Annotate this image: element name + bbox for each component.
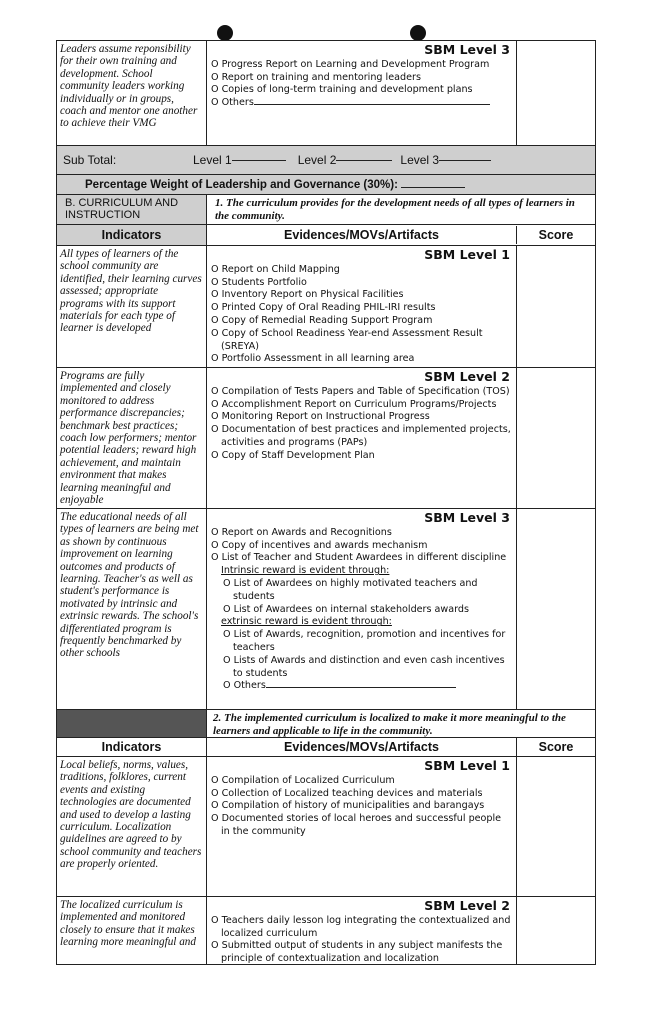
evidence-item: O Printed Copy of Oral Reading PHIL-IRI results — [211, 302, 436, 314]
evidence-cell — [207, 509, 517, 709]
section-b-row — [57, 195, 595, 225]
intrinsic-heading: Intrinsic reward is evident through: — [221, 565, 390, 577]
indicator-cell: Programs are fully implemented and closely monitored to address performance discrepancies; benchmark best practices; coach low performers; mentor potential leaders; reward high achievement, and maintain environment that makes learning meaningful and enjoyable — [57, 368, 207, 508]
evidence-item: O Copies of long-term training and development plans — [211, 84, 473, 96]
others-blank — [254, 104, 490, 105]
table-row — [57, 509, 595, 710]
level-label: SBM Level 2 — [424, 369, 510, 384]
evidence-item: O Copy of Remedial Reading Support Program — [211, 314, 433, 326]
score-cell — [517, 509, 595, 709]
subtotal-level3: Level 3 — [400, 153, 440, 167]
principle-2-shade — [57, 710, 207, 737]
evidence-item: O Copy of School Readiness Year-end Assessment Result (SREYA) — [211, 327, 483, 352]
header-row — [57, 225, 595, 246]
table-row — [57, 757, 595, 897]
evidence-item: O Monitoring Report on Instructional Progress — [211, 411, 430, 423]
indicator-cell: Local beliefs, norms, values, traditions, folklores, current events and existing technologies are documented and used to develop a lasting curriculum. Localization guidelines are agreed to by school community and teachers are properly oriented. — [57, 757, 207, 896]
evidence-item: O Report on training and mentoring leaders — [211, 71, 421, 83]
level-label: SBM Level 1 — [424, 247, 510, 262]
score-header: Score — [538, 228, 574, 242]
evidence-item: O List of Teacher and Student Awardees in different discipline — [211, 552, 507, 564]
score-cell — [517, 246, 595, 367]
evidence-item: O Progress Report on Learning and Development Program — [211, 58, 490, 70]
indicator-cell: The educational needs of all types of learners are being met as shown by continuous improvement on learning outcomes and products of learning. Teacher's as well as student's performance is motivated by intrinsic and extrinsic rewards. The school's differentiated program is frequently benchmarked by other schools — [57, 509, 207, 709]
subtotal-level3-blank — [439, 160, 491, 161]
score-cell — [517, 41, 595, 145]
principle-2-row — [57, 710, 595, 738]
evidence-item: O Teachers daily lesson log integrating the contextualized and localized curriculum — [211, 914, 511, 939]
evidences-header: Evidences/MOVs/Artifacts — [207, 226, 517, 244]
percentage-weight-row — [57, 175, 595, 195]
punch-hole-left — [217, 25, 233, 41]
sbm-assessment-table — [56, 40, 596, 965]
table-row — [57, 897, 595, 964]
evidence-cell — [207, 757, 517, 896]
extrinsic-heading: extrinsic reward is evident through: — [221, 616, 392, 628]
header-row — [57, 738, 595, 757]
evidence-item: O Documentation of best practices and implemented projects, activities and programs (PAPs) — [211, 424, 511, 448]
score-header: Score — [538, 740, 574, 754]
subtotal-row — [57, 146, 595, 175]
section-b-title: B. CURRICULUM AND INSTRUCTION — [57, 195, 207, 224]
others-label: O Others — [223, 680, 266, 692]
evidence-item: O Copy of Staff Development Plan — [211, 449, 375, 461]
evidence-item: O List of Awardees on internal stakeholders awards — [223, 603, 470, 615]
evidence-item: O Report on Awards and Recognitions — [211, 526, 392, 538]
evidence-cell — [207, 41, 517, 145]
evidence-item: O Lists of Awards and distinction and even cash incentives to students — [223, 654, 505, 679]
evidence-item: O Portfolio Assessment in all learning area — [211, 353, 415, 365]
evidence-item — [211, 97, 512, 110]
indicator-cell: All types of learners of the school community are identified, their learning curves assessed; appropriate programs with its support materials for each type of learner is developed — [57, 246, 207, 367]
evidence-item: O List of Awards, recognition, promotion and incentives for teachers — [223, 629, 506, 653]
table-row — [57, 368, 595, 509]
subtotal-level2: Level 2 — [297, 153, 337, 167]
evidence-item: O Accomplishment Report on Curriculum Programs/Projects — [211, 398, 497, 410]
score-cell — [517, 757, 595, 896]
subtotal-content — [57, 146, 595, 174]
evidence-item: O Compilation of history of municipalities and barangays — [211, 800, 485, 812]
table-row — [57, 41, 595, 146]
evidence-item: O Copy of incentives and awards mechanism — [211, 539, 428, 551]
evidence-item — [211, 680, 512, 693]
subtotal-label: Sub Total: — [63, 153, 117, 167]
evidence-item: O Collection of Localized teaching devices and materials — [211, 787, 483, 799]
score-cell — [517, 368, 595, 508]
indicators-header: Indicators — [57, 738, 207, 756]
subtotal-level1-blank — [232, 160, 286, 161]
others-blank — [266, 687, 456, 688]
evidence-item: O Inventory Report on Physical Facilities — [211, 289, 404, 301]
evidence-cell — [207, 897, 517, 964]
principle-2: 2. The implemented curriculum is localized to make it more meaningful to the learners and applicable to life in the community. — [213, 712, 566, 737]
indicators-header: Indicators — [57, 225, 207, 245]
table-row — [57, 246, 595, 368]
indicator-cell: The localized curriculum is implemented and monitored closely to ensure that it makes learning more meaningful and — [57, 897, 207, 964]
principle-1: 1. The curriculum provides for the development needs of all types of learners in the community. — [215, 197, 575, 222]
evidences-header: Evidences/MOVs/Artifacts — [207, 738, 517, 756]
subtotal-level2-blank — [336, 160, 392, 161]
evidence-cell — [207, 368, 517, 508]
evidence-item: O Report on Child Mapping — [211, 263, 340, 275]
level-label: SBM Level 3 — [424, 42, 510, 57]
percentage-weight-blank — [401, 187, 465, 188]
subtotal-level1: Level 1 — [193, 153, 232, 167]
level-label: SBM Level 3 — [424, 510, 510, 525]
evidence-item: O Students Portfolio — [211, 276, 307, 288]
punch-hole-right — [410, 25, 426, 41]
indicator-cell: Leaders assume reponsibility for their own training and development. School community leaders working individually or in groups, coach and mentor one another to achieve their VMG — [57, 41, 207, 145]
evidence-cell — [207, 246, 517, 367]
level-label: SBM Level 1 — [424, 758, 510, 773]
others-label: O Others — [211, 97, 254, 109]
evidence-item: O Compilation of Tests Papers and Table of Specification (TOS) — [211, 385, 510, 397]
level-label: SBM Level 2 — [424, 898, 510, 913]
evidence-item: O Documented stories of local heroes and successful people in the community — [211, 813, 502, 837]
percentage-weight-label: Percentage Weight of Leadership and Governance (30%): — [85, 178, 398, 191]
score-cell — [517, 897, 595, 964]
percentage-weight-content — [57, 179, 465, 191]
evidence-item: O Submitted output of students in any subject manifests the principle of contextualization and localization — [211, 940, 503, 965]
evidence-item: O Compilation of Localized Curriculum — [211, 774, 395, 786]
evidence-item: O List of Awardees on highly motivated teachers and students — [223, 577, 478, 602]
